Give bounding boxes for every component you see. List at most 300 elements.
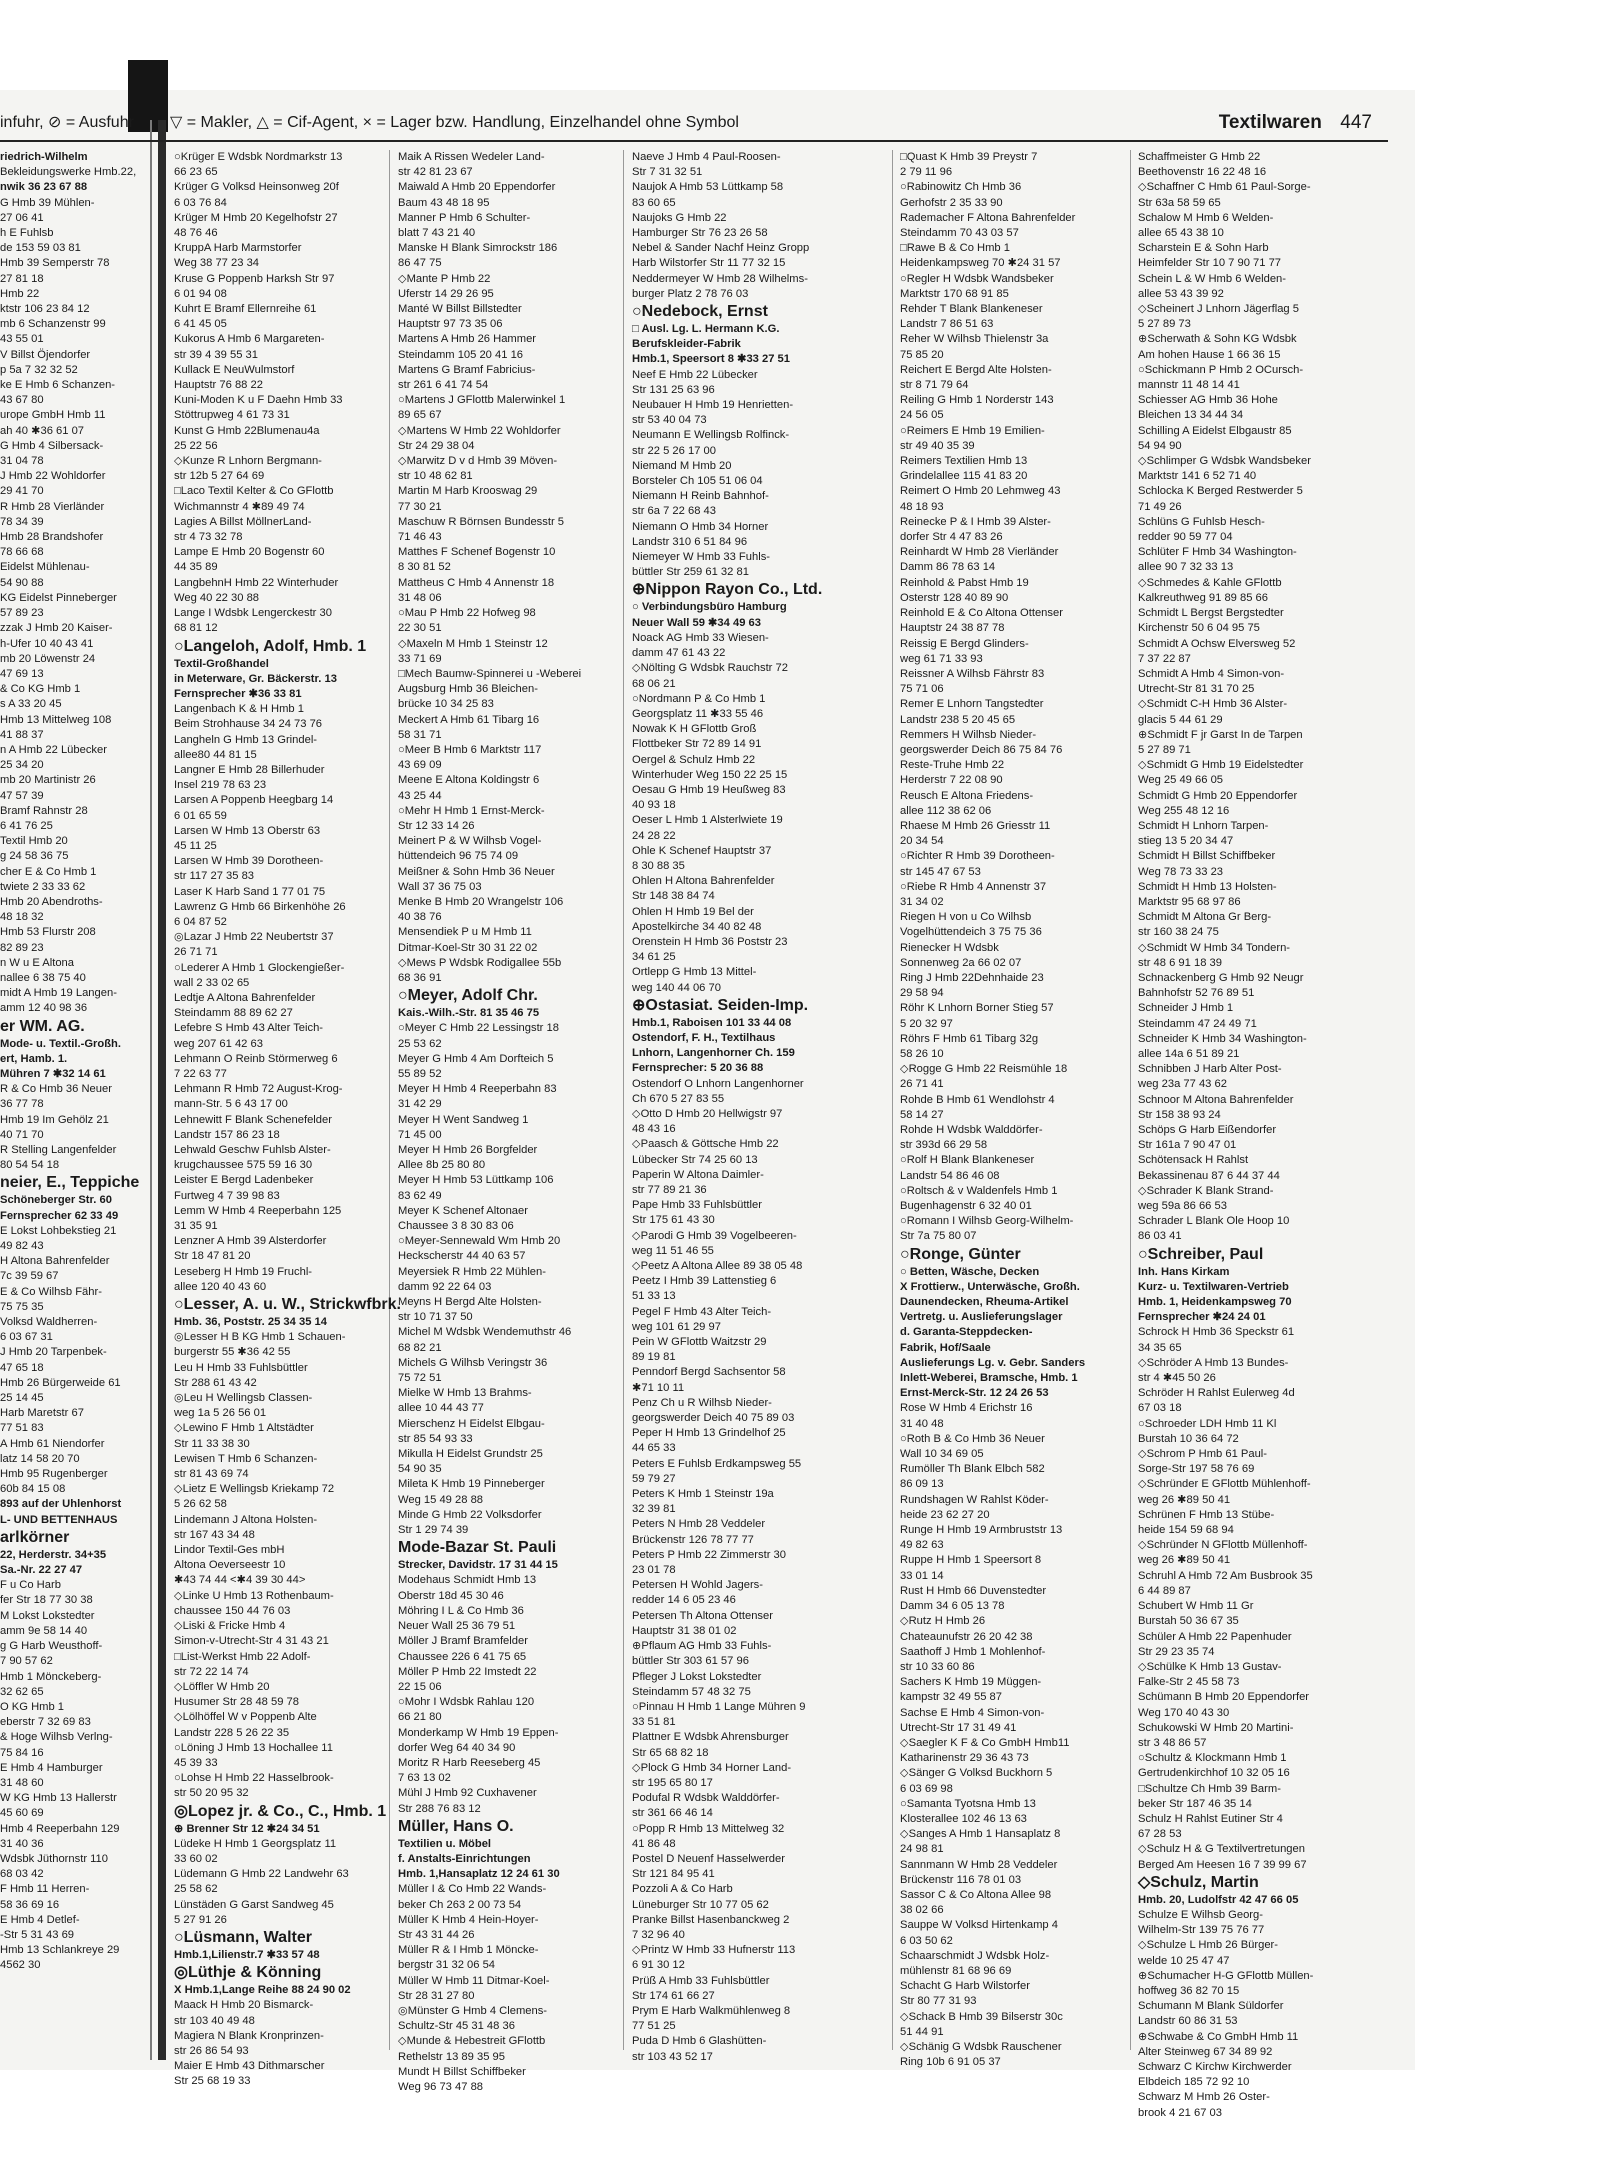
directory-line: ◎Lesser H B KG Hmb 1 Schauen- (174, 1331, 346, 1344)
directory-line: 25 53 62 (398, 1037, 442, 1050)
directory-line: mühlenstr 81 68 96 69 (900, 1964, 1012, 1977)
directory-line: Neumann E Wellingsb Rolfinck- (632, 429, 790, 442)
directory-line: KruppA Harb Marmstorfer (174, 242, 302, 255)
directory-line: H Altona Bahrenfelder (0, 1255, 110, 1268)
directory-line: Martens G Bramf Fabricius- (398, 363, 536, 376)
directory-line: Schnibben J Harb Alter Post- (1138, 1063, 1282, 1076)
directory-line: ◇Schülke K Hmb 13 Gustav- (1138, 1660, 1282, 1673)
directory-line: J Hmb 20 Tarpenbek- (0, 1346, 107, 1359)
directory-line: 49 82 43 (0, 1240, 44, 1253)
directory-line: 33 01 14 (900, 1569, 944, 1582)
directory-line: Schrader L Blank Ole Hoop 10 (1138, 1215, 1290, 1228)
directory-line: Lagies A Billst MöllnerLand- (174, 515, 312, 528)
directory-line: 26 71 41 (900, 1078, 944, 1091)
directory-line: Ostendorf O Lnhorn Langenhorner (632, 1077, 804, 1090)
firm-heading: ○Nedebock, Ernst (632, 303, 768, 321)
directory-line: Auslieferungs Lg. v. Gebr. Sanders (900, 1356, 1086, 1369)
directory-line: Manske H Blank Simrockstr 186 (398, 242, 558, 255)
firm-heading: ○Langeloh, Adolf, Hmb. 1 (174, 637, 367, 655)
directory-line: Lemm W Hmb 4 Reeperbahn 125 (174, 1204, 342, 1217)
directory-line: Landstr 310 6 51 84 96 (632, 535, 748, 548)
directory-line: Landstr 238 5 20 45 65 (900, 713, 1016, 726)
directory-line: 60b 84 15 08 (0, 1483, 66, 1496)
directory-line: ○Rabinowitz Ch Hmb 36 (900, 181, 1022, 194)
directory-line: str 103 40 49 48 (174, 2014, 255, 2027)
directory-line: Ledtje A Altona Bahrenfelder (174, 991, 316, 1004)
directory-line: Schein L & W Hmb 6 Welden- (1138, 272, 1286, 285)
directory-line: 20 34 54 (900, 835, 944, 848)
directory-line: glacis 5 44 61 29 (1138, 713, 1223, 726)
directory-line: Oergel & Schulz Hmb 22 (632, 753, 756, 766)
directory-line: Augsburg Hmb 36 Bleichen- (398, 683, 538, 696)
directory-column-2 (174, 150, 401, 2088)
directory-line: ◇Nölting G Wdsbk Rauchstr 72 (632, 662, 788, 675)
directory-line: L- UND BETTENHAUS (0, 1513, 118, 1526)
directory-line: 24 28 22 (632, 829, 676, 842)
directory-line: p 5a 7 32 32 52 (0, 363, 78, 376)
directory-line: Heimfelder Str 10 7 90 71 77 (1138, 257, 1282, 270)
directory-line: Str 24 29 38 04 (398, 439, 475, 452)
directory-line: 5 20 32 97 (900, 1017, 953, 1030)
directory-line: Oeser L Hmb 1 Alsterlwiete 19 (632, 814, 783, 827)
directory-line: weg 26 ✱89 50 41 (1138, 1493, 1231, 1506)
directory-line: str 361 66 46 14 (632, 1807, 713, 1820)
directory-line: 7 90 57 62 (0, 1655, 53, 1668)
directory-line: 40 38 76 (398, 911, 442, 924)
directory-line: str 167 43 34 48 (174, 1528, 255, 1541)
directory-line: 34 61 25 (632, 951, 676, 964)
directory-line: W KG Hmb 13 Hallerstr (0, 1792, 117, 1805)
directory-line: Prym E Harb Walkmühlenweg 8 (632, 2004, 791, 2017)
directory-line: Furtweg 4 7 39 98 83 (174, 1189, 280, 1202)
directory-line: Baum 43 48 18 95 (398, 196, 490, 209)
directory-line: 86 47 75 (398, 257, 442, 270)
directory-line: Laser K Harb Sand 1 77 01 75 (174, 885, 326, 898)
directory-line: R Hmb 28 Vierländer (0, 500, 105, 513)
directory-line: Hmb. 20, Ludolfstr 42 47 66 05 (1138, 1893, 1299, 1906)
directory-line: ○Rolf H Blank Blankeneser (900, 1154, 1035, 1167)
directory-line: Rehder T Blank Blankeneser (900, 303, 1043, 316)
directory-line: Schaarschmidt J Wdsbk Holz- (900, 1949, 1050, 1962)
directory-line: Steindamm 70 43 03 57 (900, 227, 1019, 240)
directory-line: Kukorus A Hmb 6 Margareten- (174, 333, 325, 346)
directory-line: Magiera N Blank Kronprinzen- (174, 2029, 324, 2042)
directory-line: Lünstäden G Garst Sandweg 45 (174, 1898, 334, 1911)
directory-line: Str 18 47 81 20 (174, 1250, 251, 1263)
directory-line: Hmb 26 Bürgerweide 61 (0, 1376, 121, 1389)
directory-line: 31 35 91 (174, 1220, 218, 1233)
directory-line: 71 45 00 (398, 1128, 442, 1141)
directory-line: Fernsprecher ✱36 33 81 (174, 687, 302, 700)
directory-line: chaussee 150 44 76 03 (174, 1604, 291, 1617)
directory-line: Fernsprecher ✱24 24 01 (1138, 1311, 1266, 1324)
directory-line: Brückenstr 116 78 01 03 (900, 1873, 1022, 1886)
directory-line: Ch 670 5 27 83 55 (632, 1092, 725, 1105)
directory-line: Mühren 7 ✱32 14 61 (0, 1067, 106, 1080)
directory-line: Runge H Hmb 19 Armbruststr 13 (900, 1524, 1063, 1537)
directory-line: Müller R & I Hmb 1 Mönckе- (398, 1944, 539, 1957)
directory-line: Str 80 77 31 93 (900, 1995, 977, 2008)
directory-line: mann-Str. 5 6 43 17 00 (174, 1098, 288, 1111)
directory-line: ○Samanta Tyotsna Hmb 13 (900, 1797, 1036, 1810)
directory-line: ◇Rogge G Hmb 22 Reismühle 18 (900, 1063, 1068, 1076)
directory-line: g G Harb Weusthoff- (0, 1640, 103, 1653)
directory-line: str 8 71 79 64 (900, 379, 969, 392)
directory-line: X Frottierw., Unterwäsche, Großh. (900, 1280, 1080, 1293)
directory-line: Insel 219 78 63 23 (174, 779, 267, 792)
directory-line: Maack H Hmb 20 Bismarck- (174, 1999, 314, 2012)
page-gutter (158, 120, 166, 2060)
directory-line: Inlett-Weberei, Bramsche, Hmb. 1 (900, 1372, 1078, 1385)
directory-line: Bleichen 13 34 44 34 (1138, 409, 1244, 422)
directory-line: Sachers K Hmb 19 Müggen- (900, 1676, 1042, 1689)
directory-line: Larsen W Hmb 39 Dorotheen- (174, 855, 324, 868)
directory-line: 68 81 12 (174, 622, 218, 635)
directory-line: 55 89 52 (398, 1067, 442, 1080)
directory-line: 6 41 45 05 (174, 318, 227, 331)
symbol-legend: ▽ = Makler, △ = Cif-Agent, × = Lager bzw. Handlung, Einzelhandel ohne Symbol (170, 114, 739, 131)
directory-line: str 26 86 54 93 (174, 2044, 249, 2057)
directory-line: Mattheus C Hmb 4 Annenstr 18 (398, 576, 555, 589)
directory-line: Reher W Wilhsb Thielenstr 3a (900, 333, 1049, 346)
directory-line: Damm 86 78 63 14 (900, 561, 996, 574)
directory-line: Hauptstr 76 88 22 (174, 379, 263, 392)
directory-line: ◇Linke U Hmb 13 Rothenbaum- (174, 1589, 334, 1602)
directory-line: Str 288 76 83 12 (398, 1802, 481, 1815)
directory-line: 54 94 90 (1138, 439, 1182, 452)
directory-line: Burstah 50 36 67 35 (1138, 1615, 1239, 1628)
directory-line: Sauppe W Volksd Hirtenkamp 4 (900, 1919, 1058, 1932)
directory-column-1 (0, 150, 150, 2050)
directory-line: Leu H Hmb 33 Fuhlsbüttler (174, 1361, 308, 1374)
directory-line: ○Roth B & Co Hmb 36 Neuer (900, 1432, 1045, 1445)
directory-line: Ohle K Schenef Hauptstr 37 (632, 844, 772, 857)
directory-line: str 49 40 35 39 (900, 439, 975, 452)
header-left-fragment: infuhr, ⊘ = Ausfuhr (0, 114, 134, 131)
directory-line: beker Str 187 46 35 14 (1138, 1797, 1252, 1810)
directory-line: Mileta K Hmb 19 Pinneberger (398, 1478, 545, 1491)
directory-line: ⊕Pflaum AG Hmb 33 Fuhls- (632, 1640, 772, 1653)
directory-line: Ortlepp G Hmb 13 Mittel- (632, 966, 757, 979)
directory-line: Martin M Harb Krooswag 29 (398, 485, 538, 498)
directory-line: str 53 40 04 73 (632, 414, 707, 427)
directory-line: str 261 6 41 74 54 (398, 379, 489, 392)
directory-line: ◇Paasch & Göttsche Hmb 22 (632, 1138, 779, 1151)
directory-line: 66 21 80 (398, 1711, 442, 1724)
directory-line: Pegel F Hmb 43 Alter Teich- (632, 1305, 772, 1318)
directory-line: Manner P Hmb 6 Schulter- (398, 211, 531, 224)
directory-line: Peters N Hmb 28 Veddeler (632, 1518, 766, 1531)
directory-line: 48 18 93 (900, 500, 944, 513)
directory-line: Schlocka K Berged Restwerder 5 (1138, 485, 1303, 498)
directory-line: □ Ausl. Lg. L. Hermann K.G. (632, 323, 780, 336)
directory-line: Rethelstr 13 89 35 95 (398, 2050, 505, 2063)
directory-line: midt A Hmb 19 Langen- (0, 987, 117, 1000)
directory-line: weg 207 61 42 63 (174, 1037, 263, 1050)
directory-line: Weg 15 49 28 88 (398, 1493, 484, 1506)
directory-line: de 153 59 03 81 (0, 242, 81, 255)
directory-line: Heidenkampsweg 70 ✱24 31 57 (900, 257, 1061, 270)
directory-line: Str 288 61 43 42 (174, 1376, 257, 1389)
directory-line: Eidelst Mühlenau- (0, 561, 90, 574)
directory-line: ○Mohr I Wdsbk Rahlau 120 (398, 1696, 535, 1709)
directory-line: ◇Schänig G Wdsbk Rauschener (900, 2040, 1062, 2053)
directory-line: Penz Ch u R Wilhsb Nieder- (632, 1396, 772, 1409)
directory-line: ◇Lietz E Wellingsb Kriekamp 72 (174, 1483, 335, 1496)
directory-line: Str 28 31 27 80 (398, 1989, 475, 2002)
directory-line: Meinert P & W Wilhsb Vogel- (398, 835, 542, 848)
directory-line: Wilhelm-Str 139 75 76 77 (1138, 1924, 1265, 1937)
directory-line: Krüger G Volksd Heinsonweg 20f (174, 181, 339, 194)
directory-line: Reissner A Wilhsb Fährstr 83 (900, 667, 1045, 680)
directory-line: ktstr 106 23 84 12 (0, 303, 90, 316)
directory-line: Inh. Hans Kirkam (1138, 1265, 1230, 1278)
directory-line: Str 65 68 82 18 (632, 1746, 709, 1759)
directory-line: Lefebre S Hmb 43 Alter Teich- (174, 1022, 324, 1035)
directory-line: Uferstr 14 29 26 95 (398, 287, 494, 300)
directory-line: krugchaussee 575 59 16 30 (174, 1159, 313, 1172)
firm-heading: ○Lesser, A. u. W., Strickwfbrk. (174, 1296, 401, 1314)
directory-line: ○Regler H Wdsbk Wandsbeker (900, 272, 1054, 285)
directory-line: ⊕Schwabe & Co GmbH Hmb 11 (1138, 2030, 1299, 2043)
directory-line: Sachse E Hmb 4 Simon-von- (900, 1706, 1045, 1719)
directory-line: 893 auf der Uhlenhorst (0, 1498, 122, 1511)
directory-line: Podufal R Wdsbk Walddörfer- (632, 1792, 780, 1805)
directory-line: R Stelling Langenfelder (0, 1144, 117, 1156)
directory-line: Chaussee 226 6 41 75 65 (398, 1650, 527, 1663)
directory-line: KG Eidelst Pinneberger (0, 591, 117, 604)
directory-line: eberstr 7 32 69 83 (0, 1716, 91, 1729)
directory-line: 47 69 13 (0, 667, 44, 680)
directory-line: 29 41 70 (0, 485, 44, 498)
firm-heading: ◎Lopez jr. & Co., C., Hmb. 1 (174, 1802, 387, 1820)
directory-line: Altona Oeverseestr 10 (174, 1559, 286, 1572)
directory-line: Schnoor M Altona Bahrenfelder (1138, 1093, 1294, 1106)
directory-line: Schmidt H Billst Schiffbeker (1138, 850, 1276, 863)
directory-line: Flottbeker Str 72 89 14 91 (632, 738, 762, 751)
directory-line: Weg 40 22 30 88 (174, 591, 260, 604)
directory-line: Möller P Hmb 22 Imstedt 22 (398, 1665, 537, 1678)
directory-line: Hmb 39 Semperstr 78 (0, 257, 110, 270)
directory-line: ◇Printz W Hmb 33 Hufnerstr 113 (632, 1944, 796, 1957)
directory-line: hoffweg 36 82 70 15 (1138, 1984, 1240, 1997)
directory-column-6 (1138, 150, 1368, 2119)
directory-line: ah 40 ✱36 61 07 (0, 424, 85, 437)
directory-line: Wdsbk Jüthornstr 110 (0, 1852, 108, 1865)
directory-line: str 48 6 91 18 39 (1138, 956, 1222, 969)
directory-line: Reinhold & Pabst Hmb 19 (900, 576, 1029, 589)
directory-line: ○Lederer A Hmb 1 Glockengießer- (174, 961, 345, 974)
directory-line: F u Co Harb (0, 1579, 61, 1592)
directory-line: 44 35 89 (174, 561, 218, 574)
directory-line: Kuhrt E Bramf Ellernreihe 61 (174, 303, 317, 316)
directory-line: 6 44 89 87 (1138, 1584, 1191, 1597)
directory-line: Langheln G Hmb 13 Grindel- (174, 733, 318, 746)
directory-line: Steindamm 57 48 32 75 (632, 1685, 751, 1698)
directory-line: str 160 38 24 75 (1138, 926, 1219, 939)
directory-line: Michel M Wdsbk Wendemuthstr 46 (398, 1326, 572, 1339)
directory-line: 48 43 16 (632, 1123, 676, 1136)
directory-line: Neuer Wall 25 36 79 51 (398, 1620, 516, 1633)
directory-line: Modehaus Schmidt Hmb 13 (398, 1574, 537, 1587)
directory-column-3 (398, 150, 624, 2093)
directory-line: Maier E Hmb 43 Dithmarscher (174, 2060, 325, 2073)
directory-line: Elbdeich 185 72 92 10 (1138, 2076, 1250, 2089)
directory-line: ✱43 74 44 <✱4 39 30 44> (174, 1574, 306, 1587)
directory-line: Prüß A Hmb 33 Fuhlsbüttler (632, 1974, 770, 1987)
directory-line: 40 93 18 (632, 799, 676, 812)
directory-line: Niemeyer W Hmb 33 Fuhls- (632, 551, 771, 564)
directory-line: 77 51 83 (0, 1422, 44, 1435)
directory-line: 47 65 18 (0, 1361, 44, 1374)
directory-line: Weg 170 40 43 30 (1138, 1706, 1230, 1719)
directory-line: 68 82 21 (398, 1341, 442, 1354)
directory-line: ✱71 10 11 (632, 1381, 685, 1394)
directory-line: 33 60 02 (174, 1852, 218, 1865)
firm-heading: er WM. AG. (0, 1017, 85, 1035)
directory-column-5 (900, 150, 1131, 2069)
directory-line: ◇Scheinert J Lnhorn Jägerflag 5 (1138, 303, 1299, 316)
directory-line: 32 62 65 (0, 1685, 44, 1698)
directory-line: ◇Sanges A Hmb 1 Hansaplatz 8 (900, 1828, 1061, 1841)
directory-line: Plattner E Wdsbk Ahrensburger (632, 1731, 789, 1744)
directory-line: Chaussee 3 8 30 83 06 (398, 1220, 514, 1233)
directory-line: 71 49 26 (1138, 500, 1182, 513)
directory-line: Röhr K Lnhorn Borner Stieg 57 (900, 1002, 1054, 1015)
directory-line: weg 140 44 06 70 (632, 981, 721, 994)
directory-line: ◇Schmidt W Hmb 34 Tondern- (1138, 941, 1291, 954)
directory-line: Str 148 38 84 74 (632, 890, 715, 903)
directory-line: ○Mau P Hmb 22 Hofweg 98 (398, 607, 536, 620)
directory-line: Hmb 13 Mittelweg 108 (0, 713, 112, 726)
directory-line: Naeve J Hmb 4 Paul-Roosen- (632, 151, 781, 163)
directory-line: 75 85 20 (900, 348, 944, 361)
directory-line: ◇Plock G Hmb 34 Horner Land- (632, 1761, 792, 1774)
directory-line: Bekleidungswerke Hmb.22, (0, 166, 137, 179)
directory-line: Schumann M Blank Süldorfer (1138, 2000, 1284, 2013)
directory-line: Ohlen H Hmb 19 Bel der (632, 905, 754, 918)
directory-line: 82 89 23 (0, 941, 44, 954)
directory-line: 54 90 88 (0, 576, 44, 589)
directory-line: Schmidt M Altona Gr Berg- (1138, 911, 1272, 924)
directory-line: ◇Martens W Hmb 22 Wohldorfer (398, 424, 561, 437)
directory-line: Damm 34 6 05 13 78 (900, 1600, 1005, 1613)
firm-heading: ○Ronge, Günter (900, 1245, 1021, 1263)
directory-line: Niemand M Hmb 20 (632, 459, 732, 472)
directory-line: zzak J Hmb 20 Kaiser- (0, 622, 113, 635)
directory-line: Maschuw R Börnsen Bundesstr 5 (398, 515, 565, 528)
directory-line: str 393d 66 29 58 (900, 1139, 988, 1152)
directory-line: Hmb.1, Speersort 8 ✱33 27 51 (632, 353, 790, 366)
directory-line: Remmers H Wilhsb Nieder- (900, 728, 1037, 741)
directory-line: Beim Strohhause 34 24 73 76 (174, 718, 323, 731)
directory-line: 67 03 18 (1138, 1402, 1182, 1415)
directory-line: 43 55 01 (0, 333, 44, 346)
directory-line: Schöps G Harb Eißendorfer (1138, 1124, 1277, 1136)
directory-line: 22, Herderstr. 34+35 (0, 1548, 107, 1561)
directory-line: ○Lohse H Hmb 22 Hasselbrook- (174, 1772, 334, 1785)
directory-line: Hauptstr 31 38 01 02 (632, 1624, 737, 1637)
directory-line: 43 69 09 (398, 759, 442, 772)
directory-line: Langner E Hmb 28 Billerhuder (174, 763, 325, 776)
directory-line: Schmidt A Hmb 4 Simon-von- (1138, 667, 1285, 680)
directory-line: Reusch E Altona Friedens- (900, 789, 1034, 802)
directory-line: ◇Schulz H & G Textilvertretungen (1138, 1843, 1305, 1856)
directory-line: Daunendecken, Rheuma-Artikel (900, 1296, 1069, 1309)
directory-line: ○Romann I Wilhsb Georg-Wilhelm- (900, 1215, 1074, 1228)
directory-line: Niemann O Hmb 34 Horner (632, 520, 769, 533)
directory-line: Vertretg. u. Auslieferungslager (900, 1311, 1063, 1324)
directory-line: burgerstr 55 ✱36 42 55 (174, 1346, 291, 1359)
directory-line: 43 67 80 (0, 394, 44, 407)
directory-line: ○Pinnau H Hmb 1 Lange Mühren 9 (632, 1700, 806, 1713)
directory-line: 26 71 71 (174, 946, 218, 959)
directory-line: 48 76 46 (174, 227, 218, 240)
directory-line: 36 77 78 (0, 1098, 44, 1111)
directory-line: Falke-Str 2 45 58 73 (1138, 1676, 1240, 1689)
directory-line: Niemann H Reinb Bahnhof- (632, 490, 769, 503)
directory-line: ◇Schulze L Hmb 26 Bürger- (1138, 1939, 1279, 1952)
directory-line: Meyer G Hmb 4 Am Dorfteich 5 (398, 1052, 554, 1065)
directory-line: Lüdeke H Hmb 1 Georgsplatz 11 (174, 1837, 337, 1850)
directory-line: ○Riebe R Hmb 4 Annenstr 37 (900, 880, 1047, 893)
directory-line: Hmb 4 Reeperbahn 129 (0, 1822, 120, 1835)
directory-line: ◇Lölhöffel W v Poppenb Alte (174, 1711, 317, 1724)
directory-line: Steindamm 88 89 62 27 (174, 1007, 293, 1020)
directory-line: 51 33 13 (632, 1290, 676, 1303)
directory-line: g 24 58 36 75 (0, 850, 69, 863)
directory-line: Str 29 23 35 74 (1138, 1645, 1215, 1658)
directory-line: Hmb.1,Lilienstr.7 ✱33 57 48 (174, 1948, 320, 1961)
directory-line: 86 03 41 (1138, 1230, 1182, 1243)
directory-line: F Hmb 11 Herren- (0, 1883, 90, 1896)
page-number: 447 (1340, 112, 1372, 133)
directory-line: Riegen H von u Co Wilhsb (900, 911, 1032, 924)
directory-line: Noack AG Hmb 33 Wiesen- (632, 631, 769, 644)
directory-line: Michels G Wilhsb Veringstr 36 (398, 1356, 548, 1369)
directory-line: ○ Betten, Wäsche, Decken (900, 1265, 1040, 1278)
directory-line: ◇Schlimper G Wdsbk Wandsbeker (1138, 455, 1311, 468)
directory-line: Brückenstr 126 78 77 77 (632, 1533, 754, 1546)
directory-line: 22 30 51 (398, 622, 442, 635)
directory-line: Müller I & Co Hmb 22 Wands- (398, 1883, 547, 1896)
directory-line: Fabrik, Hof/Saale (900, 1341, 991, 1354)
directory-line: Ostendorf, F. H., Textilhaus (632, 1031, 776, 1044)
directory-line: □List-Werkst Hmb 22 Adolf- (174, 1650, 311, 1663)
directory-line: ○Roltsch & v Waldenfels Hmb 1 (900, 1184, 1058, 1197)
directory-line: str 85 54 93 33 (398, 1432, 473, 1445)
directory-line: Ohlen H Altona Bahrenfelder (632, 875, 775, 888)
directory-line: Textil-Großhandel (174, 657, 269, 670)
directory-line: Rhaese M Hmb 26 Griesstr 11 (900, 819, 1051, 832)
directory-line: allee 53 43 39 92 (1138, 287, 1224, 300)
directory-line: Hmb 22 (0, 287, 40, 300)
directory-line: Harb Maretstr 67 (0, 1407, 84, 1420)
directory-line: Hmb 95 Rugenberger (0, 1468, 108, 1481)
directory-line: ◎Münster G Hmb 4 Clemens- (398, 2004, 548, 2017)
directory-line: 47 57 39 (0, 789, 44, 802)
directory-line: Matthes F Schenef Bogenstr 10 (398, 546, 556, 559)
directory-line: 68 06 21 (632, 677, 676, 690)
directory-line: Schüler A Hmb 22 Papenhuder (1138, 1630, 1292, 1643)
directory-line: ⊕Scherwath & Sohn KG Wdsbk (1138, 333, 1297, 346)
directory-column-4 (632, 150, 893, 2063)
directory-line: Schneider J Hmb 1 (1138, 1002, 1234, 1015)
directory-line: 51 44 91 (900, 2025, 944, 2038)
directory-line: Str 121 84 95 41 (632, 1868, 715, 1881)
directory-line: 5 26 62 58 (174, 1498, 227, 1511)
directory-line: LangbehnH Hmb 22 Winterhuder (174, 576, 339, 589)
